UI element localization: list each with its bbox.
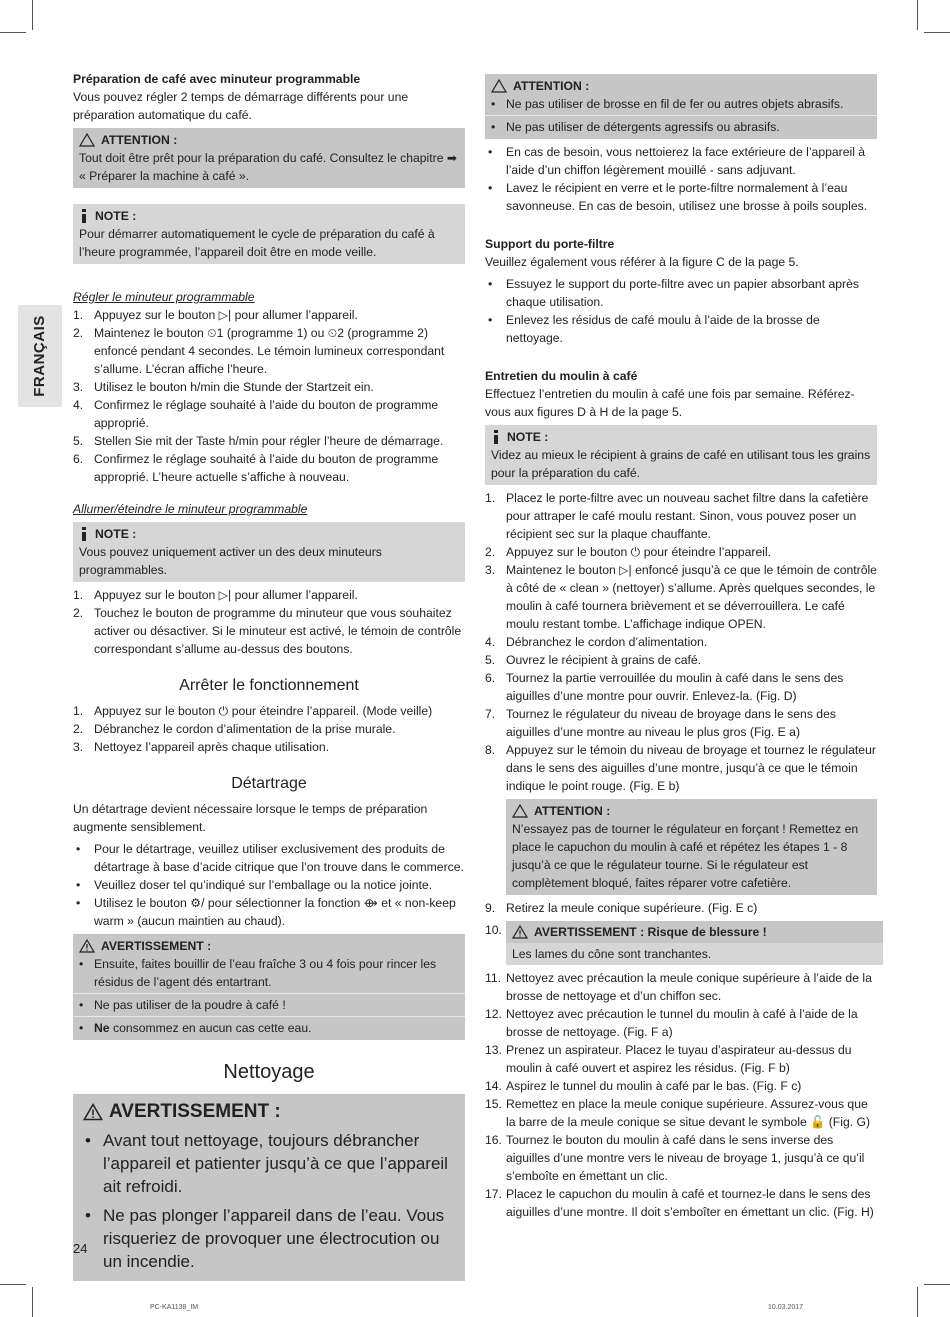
section-heading: Nettoyage [223,1061,315,1083]
warning-icon [512,925,528,939]
note-title: NOTE : [95,527,137,541]
footer-left: PC-KA1138_IM [150,1304,199,1311]
list-item: • En cas de besoin, vous nettoierez la face extérieure de l’appareil à l’aide d’un chiffon légèrement mouillé - sans adjuvant. [488,145,866,177]
list-item: 3. Nettoyez l’appareil après chaque utilisation. [73,740,330,754]
footer-right: 10.03.2017 [768,1304,804,1311]
info-icon [491,430,501,444]
steps-list [485,899,877,1221]
list-item: • Ensuite, faites bouillir de l’eau fraîche 3 ou 4 fois pour rincer les résidus de l’agent dés entartrant. [79,957,437,989]
right-column [485,70,877,1221]
paragraph: Un détartrage devient nécessaire lorsque le temps de préparation augmente sensiblement. [73,802,428,834]
warning-icon [79,133,95,147]
list-item: 6. Confirmez le réglage souhaité à l’aide du bouton de programme approprié. L’heure actuelle s’affiche à nouveau. [73,452,439,484]
warning-title: AVERTISSEMENT : [109,1101,281,1122]
info-icon [79,527,89,541]
crop-mark [917,1287,918,1317]
paragraph: Vous pouvez régler 2 temps de démarrage différents pour une préparation automatique du café. [73,90,409,122]
attention-box [73,128,465,188]
list-item: 9. Retirez la meule conique supérieure. (Fig. E c) [485,901,758,915]
list-item: 1. Appuyez sur le bouton ▷| pour allumer l’appareil. [73,308,358,322]
warning-box [506,921,883,943]
crop-mark [924,32,950,33]
paragraph: Veuillez également vous référer à la figure C de la page 5. [485,255,799,269]
list-item: 3. Maintenez le bouton ▷| enfoncé jusqu’à ce que le témoin de contrôle à côté de « clean » (nettoyer) s’allume. Après quelques secondes, le moulin à café tournera brièvement et se déverrouillera. Le café moulu restant tombe. L’affichage indique OPEN. [485,563,877,631]
list-item: 15. Remettez en place la meule conique supérieure. Assurez-vous que la barre de la meule conique se situe devant le symbole 🔓 (Fig. G) [485,1097,871,1129]
bullet-list [485,275,877,347]
section-title: Préparation de café avec minuteur programmable [73,72,361,86]
list-item: 11. Nettoyez avec précaution la meule conique supérieure à l’aide de la brosse de nettoyage et d’un chiffon sec. [485,971,872,1003]
list-item: • Veuillez doser tel qu’indiqué sur l’emballage ou la notice jointe. [76,878,433,892]
warning-text: Les lames du cône sont tranchantes. [506,943,883,965]
list-item: 16. Tournez le bouton du moulin à café dans le sens inverse des aiguilles d’une montre vers le niveau de broyage 1, jusqu’à ce qu’il s’emboîte en émettant un clic. [485,1133,865,1183]
warning-icon [491,79,507,93]
warning-title: AVERTISSEMENT : [101,939,212,953]
info-icon [79,209,89,223]
subsection-title: Allumer/éteindre le minuteur programmable [73,502,308,516]
bullet-list [73,840,465,930]
attention-box [506,799,877,895]
attention-title: ATTENTION : [513,79,590,93]
warning-icon [79,939,95,953]
crop-mark [0,32,26,33]
list-item: 1. Appuyez sur le bouton ⏻ pour éteindre l’appareil. (Mode veille) [73,704,433,718]
list-item: 2. Appuyez sur le bouton ⏻ pour éteindre l’appareil. [485,545,772,559]
list-item: • Ne pas plonger l’appareil dans de l’eau. Vous risqueriez de provoquer une électrocution ou un incendie. [85,1206,445,1271]
warning-box [73,1094,465,1281]
list-item: 1. Placez le porte-filtre avec un nouveau sachet filtre dans la cafetière pour attraper le café moulu restant. Sinon, vous pouvez poser un récipient sec sur la plaque chauffante. [485,491,869,541]
note-title: NOTE : [507,430,549,444]
note-box [485,425,877,485]
list-item: • Utilisez le bouton ⚙/ pour sélectionner la fonction ⟴ et « non-keep warm » (aucun maintien au chaud). [76,896,456,928]
list-item: 3. Utilisez le bouton h/min die Stunde der Startzeit ein. [73,380,374,394]
crop-mark [924,1284,950,1285]
list-item: 4. Débranchez le cordon d’alimentation. [485,635,708,649]
page-number: 24 [73,1241,88,1256]
list-item: 2. Débranchez le cordon d’alimentation de la prise murale. [73,722,396,736]
list-item: 10. AVERTISSEMENT : Risque de blessure ! Les lames du cône sont tranchantes. [485,921,877,965]
note-text: Videz au mieux le récipient à grains de café en utilisant tous les grains pour la préparation du café. [491,448,871,480]
warning-title: AVERTISSEMENT : Risque de blessure ! [534,925,767,939]
steps-list [73,702,465,756]
list-item: 14. Aspirez le tunnel du moulin à café par le bas. (Fig. F c) [485,1079,802,1093]
warning-icon [83,1103,103,1121]
list-item: 5. Stellen Sie mit der Taste h/min pour régler l’heure de démarrage. [73,434,444,448]
list-item: • Ne pas utiliser de brosse en fil de fer ou autres objets abrasifs. [491,97,844,111]
left-column [73,70,465,1285]
attention-box [485,74,877,139]
list-item: • Ne pas utiliser de détergents agressifs ou abrasifs. [485,115,877,136]
list-item: 7. Tournez le régulateur du niveau de broyage dans le sens des aiguilles d’une montre au niveau le plus gros (Fig. E a) [485,707,836,739]
note-title: NOTE : [95,209,137,223]
paragraph: Effectuez l’entretien du moulin à café une fois par semaine. Référez-vous aux figures D à H de la page 5. [485,387,855,419]
note-text: Pour démarrer automatiquement le cycle de préparation du café à l’heure programmée, l’appareil doit être en mode veille. [79,227,435,259]
steps-list [73,306,465,486]
attention-title: ATTENTION : [101,133,178,147]
list-item: • Ne consommez en aucun cas cette eau. [73,1016,465,1037]
list-item: • Pour le détartrage, veuillez utiliser exclusivement des produits de détartrage à base d’acide citrique que l’on trouve dans le commerce. [76,842,464,874]
list-item: 17. Placez le capuchon du moulin à café et tournez-le dans le sens des aiguilles d’une montre. Il doit s’emboîter en émettant un clic. (Fig. H) [485,1187,874,1219]
list-item: 1. Appuyez sur le bouton ▷| pour allumer l’appareil. [73,588,358,602]
list-item: 2. Maintenez le bouton ⏲1 (programme 1) ou ⏲2 (programme 2) enfoncé pendant 4 secondes. Le témoin lumineux correspondant s’allume. L’écran affiche l’heure. [73,326,445,376]
list-item: 12. Nettoyez avec précaution le tunnel du moulin à café à l’aide de la brosse de nettoyage. (Fig. F a) [485,1007,858,1039]
attention-text: Tout doit être prêt pour la préparation du café. Consultez le chapitre ➡ « Préparer la machine à café ». [79,151,458,183]
attention-text: N’essayez pas de tourner le régulateur en forçant ! Remettez en place le capuchon du moulin à café et répétez les étapes 1 - 8 jusqu’à ce que le régulateur tourne. Si le régulateur est complètement bloqué, faites réparer votre cafetière. [512,822,859,890]
list-item: 5. Ouvrez le récipient à grains de café. [485,653,702,667]
list-item: • Essuyez le support du porte-filtre avec un papier absorbant après chaque utilisation. [488,277,859,309]
crop-mark [32,1287,33,1317]
list-item: 13. Prenez un aspirateur. Placez le tuyau d’aspirateur au-dessus du moulin à café ouvert et aspirez les résidus. (Fig. F b) [485,1043,852,1075]
steps-list [73,586,465,658]
list-item: • Enlevez les résidus de café moulu à l’aide de la brosse de nettoyage. [488,313,820,345]
list-item: 2. Touchez le bouton de programme du minuteur que vous souhaitez activer ou désactiver. Si le minuteur est activé, le témoin de contrôle correspondant s’allume au-dessus des boutons. [73,606,462,656]
section-title: Support du porte-filtre [485,237,615,251]
list-item: 6. Tournez la partie verrouillée du moulin à café dans le sens des aiguilles d’une montre pour ouvrir. Enlevez-la. (Fig. D) [485,671,844,703]
attention-title: ATTENTION : [534,804,611,818]
list-item: • Avant tout nettoyage, toujours débrancher l’appareil et patienter jusqu’à ce que l’appareil ait refroidi. [85,1131,448,1196]
list-item: • Ne pas utiliser de la poudre à café ! [73,993,465,1014]
warning-icon [512,804,528,818]
section-heading: Détartrage [231,775,307,792]
language-label: FRANÇAIS [31,315,48,397]
list-item: 4. Confirmez le réglage souhaité à l’aide du bouton de programme approprié. [73,398,439,430]
bullet-list [485,143,877,215]
subsection-title: Régler le minuteur programmable [73,290,255,304]
note-box [73,522,465,582]
crop-mark [32,0,33,30]
warning-box [73,934,465,1040]
language-tab [18,305,62,407]
section-heading: Arrêter le fonctionnement [179,677,359,694]
section-title: Entretien du moulin à café [485,369,638,383]
note-text: Vous pouvez uniquement activer un des deux minuteurs programmables. [79,545,382,577]
list-item: 8. Appuyez sur le témoin du niveau de broyage et tournez le régulateur dans le sens des aiguilles d’une montre, jusqu’à ce que le témoin indique le point rouge. (Fig. E b) [485,743,876,793]
crop-mark [0,1284,26,1285]
crop-mark [917,0,918,30]
list-item: • Lavez le récipient en verre et le porte-filtre normalement à l’eau savonneuse. En cas de besoin, utilisez une brosse à poils souples. [488,181,868,213]
steps-list [485,489,877,795]
note-box [73,204,465,264]
